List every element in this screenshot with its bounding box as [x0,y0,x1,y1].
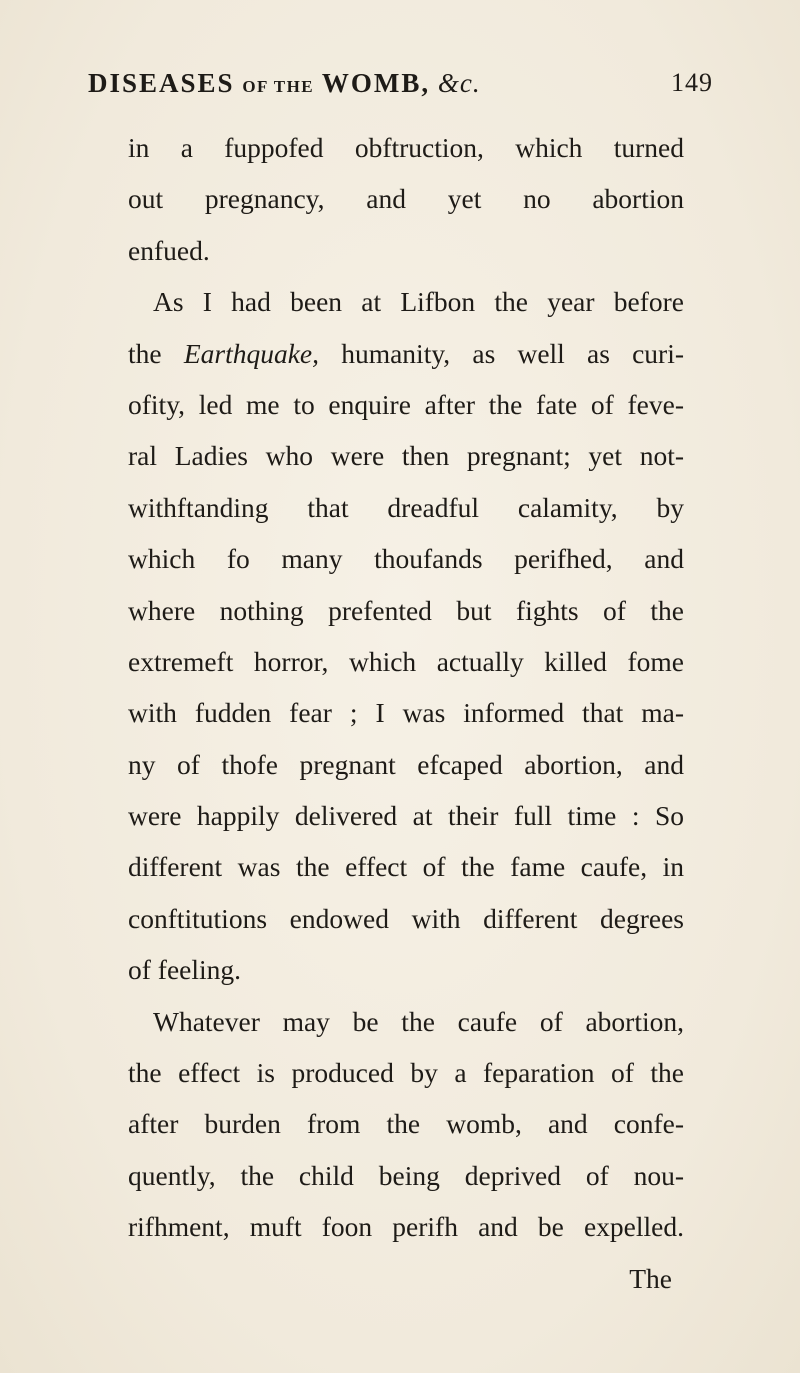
body-text [128,122,684,1304]
text-line: after burden from the womb, and confe- [128,1108,684,1140]
text-line: in a fuppofed obftruction, which turned [128,132,684,163]
text-line: the effect is produced by a feparation of the [128,1057,684,1089]
text-line: As I had been at Lifbon the year before [153,286,684,318]
running-header [88,68,713,108]
text-line: enfued. [128,234,210,266]
text-line: where nothing prefented but fights of the [128,594,684,626]
text-line: were happily delivered at their full time : So [128,800,684,832]
text-line: withftanding that dreadful calamity, by [128,491,684,523]
text-line: out pregnancy, and yet no abortion [128,183,684,215]
text-line: ny of thofe pregnant efcaped abortion, and [128,748,684,780]
text-line: Whatever may be the caufe of abortion, [153,1005,684,1037]
text-line: extremeft horror, which actually killed fome [128,645,684,677]
text-line: of feeling. [128,954,242,986]
text-line: quently, the child being deprived of nou- [128,1159,684,1191]
text-line: ral Ladies who were then pregnant; yet not- [128,440,684,472]
italic-word: Earthquake, [183,337,319,369]
text-line: rifhment, muft foon perifh and be expelled. [128,1211,684,1243]
text-line: with fudden fear ; I was informed that ma- [128,697,684,729]
catchword: The [629,1262,672,1294]
page-number: 149 [671,68,713,97]
text-line: conftitutions endowed with different degrees [128,902,684,934]
text-line: the Earthquake, humanity, as well as curi- [128,337,685,369]
text-line: which fo many thoufands perifhed, and [128,543,684,575]
text-line: ofity, led me to enquire after the fate of feve- [128,388,684,420]
running-title: DISEASES OF THE WOMB, &c. [88,68,481,98]
text-line: different was the effect of the fame caufe, in [128,851,684,883]
